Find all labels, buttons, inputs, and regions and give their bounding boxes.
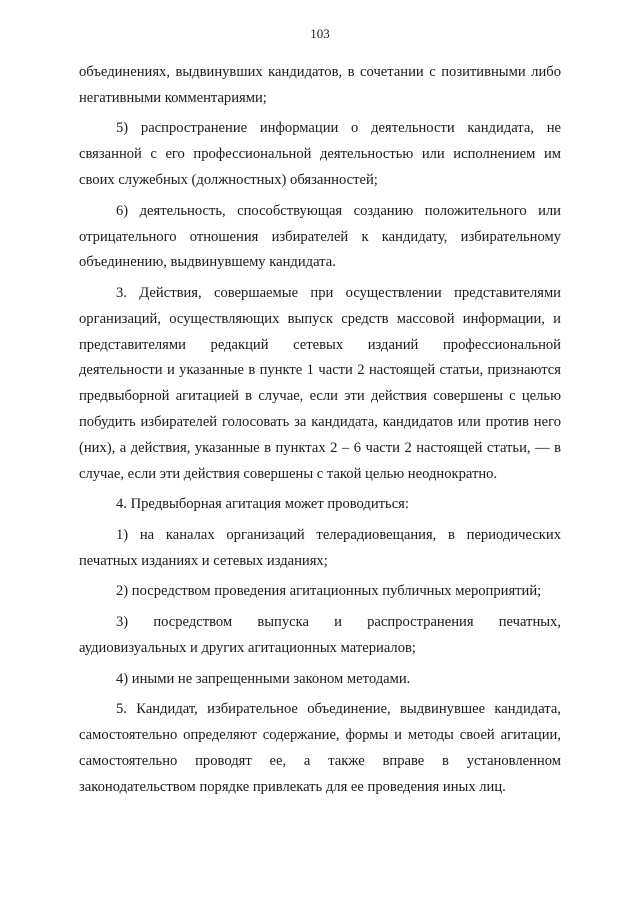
paragraph-method-2: 2) посредством проведения агитационных публичных мероприятий; [116,583,542,600]
document-body [79,60,561,805]
paragraph-section-3: 3. Действия, совершаемые при осуществлении представителями организаций, осуществляющих выпуск средств массовой информации, и представителями редакций сетевых изданий профессиональной деятельности и указанные в пункте 1 части 2 настоящей статьи, признаются предвыборной агитацией в случае, если эти действия совершены с целью побудить избирателей голосовать за кандидата, кандидатов или против него (них), а действия, указанные в пунктах 2 – 6 части 2 настоящей статьи, — в случае, если эти действия совершены с такой целью неоднократно. [79,285,561,482]
page-number: 103 [310,26,330,41]
paragraph-method-4: 4) иными не запрещенными законом методами. [116,670,411,687]
paragraph-method-3: 3) посредством выпуска и распространения печатных, аудиовизуальных и других агитационных материалов; [79,614,561,656]
paragraph-section-5: 5. Кандидат, избирательное объединение, выдвинувшее кандидата, самостоятельно определяют содержание, формы и методы своей агитации, самостоятельно проводят ее, а также вправе в установленном законодательством порядке привлекать для ее проведения иных лиц. [79,701,561,795]
paragraph-method-1: 1) на каналах организаций телерадиовещания, в периодических печатных изданиях и сетевых изданиях; [79,527,561,569]
paragraph-continuation: объединениях, выдвинувших кандидатов, в сочетании с позитивными либо негативными комментариями; [79,64,561,106]
paragraph-item-6: 6) деятельность, способствующая созданию положительного или отрицательного отношения избирателей к кандидату, избирательному объединению, выдвинувшему кандидата. [79,202,561,271]
paragraph-section-4: 4. Предвыборная агитация может проводиться: [116,496,409,513]
paragraph-item-5: 5) распространение информации о деятельности кандидата, не связанной с его профессиональной деятельностью или исполнением им своих служебных (должностных) обязанностей; [79,120,561,189]
